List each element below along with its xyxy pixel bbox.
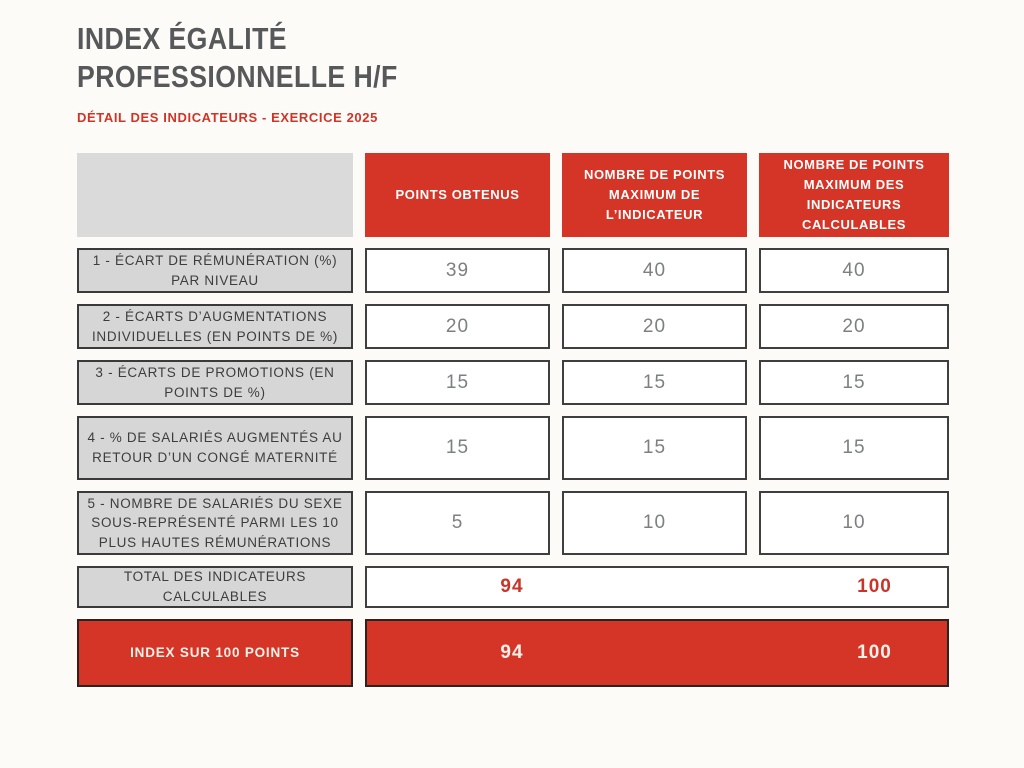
row-label-indicator-5: 5 - NOMBRE DE SALARIÉS DU SEXE SOUS-REPRÉSENTÉ PARMI LES 10 PLUS HAUTES RÉMUNÉRATIONS bbox=[77, 491, 353, 555]
value-cell-indicator-2-max: 20 bbox=[562, 304, 747, 349]
column-header-max-indicateur: NOMBRE DE POINTS MAXIMUM DE L’INDICATEUR bbox=[562, 153, 747, 237]
total-points-obtenus: 94 bbox=[500, 576, 524, 597]
value-cell-indicator-3-calculables: 15 bbox=[759, 360, 949, 405]
value-cell-indicator-3-obtenus: 15 bbox=[365, 360, 550, 405]
value-cell-indicator-2-obtenus: 20 bbox=[365, 304, 550, 349]
value-cell-indicator-5-max: 10 bbox=[562, 491, 747, 555]
value-cell-indicator-5-calculables: 10 bbox=[759, 491, 949, 555]
total-values-bar bbox=[365, 566, 949, 608]
total-points-max: 100 bbox=[857, 576, 892, 597]
row-label-indicator-1: 1 - ÉCART DE RÉMUNÉRATION (%) PAR NIVEAU bbox=[77, 248, 353, 293]
value-cell-indicator-1-max: 40 bbox=[562, 248, 747, 293]
row-label-indicator-3: 3 - ÉCARTS DE PROMOTIONS (EN POINTS DE %) bbox=[77, 360, 353, 405]
value-cell-indicator-1-calculables: 40 bbox=[759, 248, 949, 293]
value-cell-indicator-3-max: 15 bbox=[562, 360, 747, 405]
index-points-obtenus: 94 bbox=[500, 642, 524, 663]
value-cell-indicator-2-calculables: 20 bbox=[759, 304, 949, 349]
row-label-index-100-points: INDEX SUR 100 POINTS bbox=[77, 619, 353, 687]
value-cell-indicator-4-calculables: 15 bbox=[759, 416, 949, 480]
value-cell-indicator-1-obtenus: 39 bbox=[365, 248, 550, 293]
page-subtitle: DÉTAIL DES INDICATEURS - EXERCICE 2025 bbox=[77, 110, 378, 125]
page-title-line1: INDEX ÉGALITÉ bbox=[77, 21, 288, 56]
index-values-bar bbox=[365, 619, 949, 687]
value-cell-indicator-5-obtenus: 5 bbox=[365, 491, 550, 555]
indicators-table bbox=[77, 153, 949, 687]
column-header-max-calculables: NOMBRE DE POINTS MAXIMUM DES INDICATEURS CALCULABLES bbox=[759, 153, 949, 237]
corner-spacer-cell bbox=[77, 153, 353, 237]
row-label-indicator-4: 4 - % DE SALARIÉS AUGMENTÉS AU RETOUR D’UN CONGÉ MATERNITÉ bbox=[77, 416, 353, 480]
page-title-line2: PROFESSIONNELLE H/F bbox=[77, 59, 398, 94]
header-block bbox=[77, 20, 450, 125]
page-title bbox=[77, 20, 398, 96]
value-cell-indicator-4-obtenus: 15 bbox=[365, 416, 550, 480]
row-label-indicator-2: 2 - ÉCARTS D’AUGMENTATIONS INDIVIDUELLES (EN POINTS DE %) bbox=[77, 304, 353, 349]
row-label-total-calculables: TOTAL DES INDICATEURS CALCULABLES bbox=[77, 566, 353, 608]
column-header-points-obtenus: POINTS OBTENUS bbox=[365, 153, 550, 237]
index-points-max: 100 bbox=[857, 642, 892, 663]
value-cell-indicator-4-max: 15 bbox=[562, 416, 747, 480]
